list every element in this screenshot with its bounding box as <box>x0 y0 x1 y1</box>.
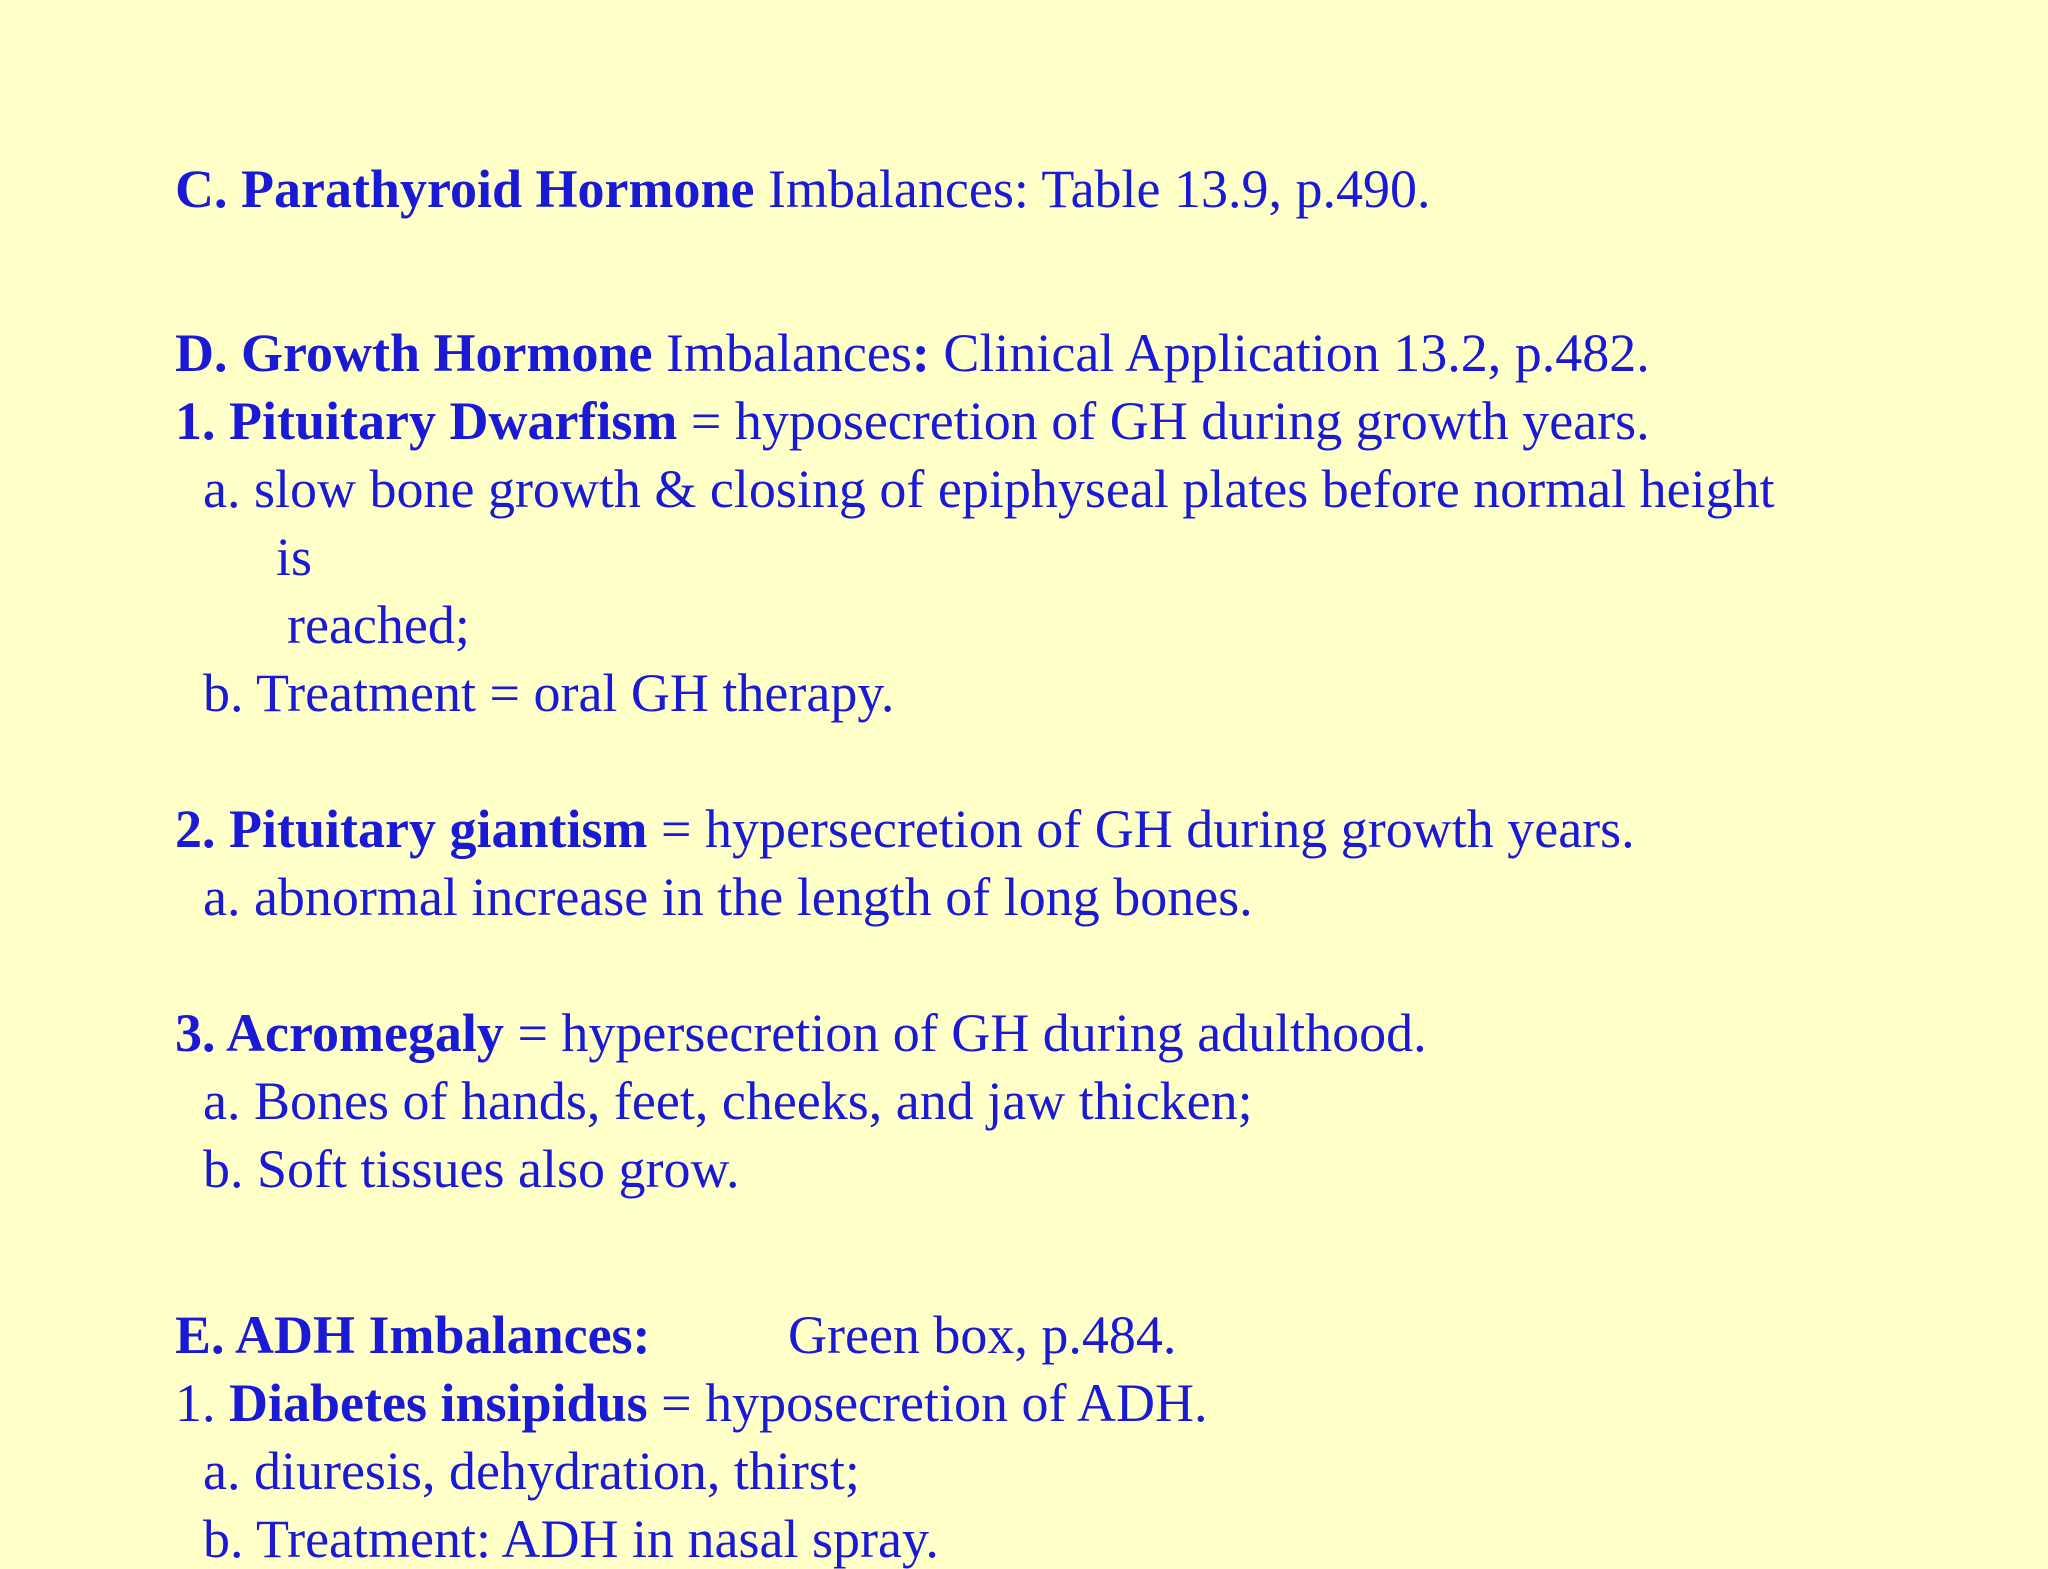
acromegaly-point-a: a. Bones of hands, feet, cheeks, and jaw thicken; <box>203 1071 1253 1131</box>
section-e-title: E. ADH Imbalances: <box>175 1305 651 1365</box>
acromegaly-point-b: b. Soft tissues also grow. <box>203 1139 740 1199</box>
dwarfism-term: 1. Pituitary Dwarfism <box>175 391 678 451</box>
diabetes-insipidus-point-a: a. diuresis, dehydration, thirst; <box>203 1441 860 1501</box>
section-e-reference: Green box, p.484. <box>788 1305 1177 1365</box>
section-d-title: D. Growth Hormone <box>175 323 653 383</box>
section-c-title: C. Parathyroid Hormone <box>175 159 755 219</box>
giantism-definition: = hypersecretion of GH during growth years. <box>647 799 1635 859</box>
section-d-heading <box>175 323 1650 383</box>
giantism-point-a: a. abnormal increase in the length of long bones. <box>203 867 1253 927</box>
section-e-heading <box>175 1305 651 1365</box>
dwarfism-item <box>175 391 1650 451</box>
dwarfism-point-a-continued: is <box>276 527 313 587</box>
acromegaly-item <box>175 1003 1427 1063</box>
acromegaly-term: 3. Acromegaly <box>175 1003 504 1063</box>
section-c-reference: Imbalances: Table 13.9, p.490. <box>754 159 1431 219</box>
diabetes-insipidus-point-b: b. Treatment: ADH in nasal spray. <box>203 1509 939 1569</box>
section-d-colon: : <box>911 323 930 383</box>
dwarfism-point-a: a. slow bone growth & closing of epiphyseal plates before normal height <box>203 459 1775 519</box>
dwarfism-point-b: b. Treatment = oral GH therapy. <box>203 663 895 723</box>
diabetes-insipidus-definition: = hyposecretion of ADH. <box>647 1373 1208 1433</box>
acromegaly-definition: = hypersecretion of GH during adulthood. <box>503 1003 1427 1063</box>
dwarfism-point-a-end: reached; <box>287 595 470 655</box>
giantism-term: 2. Pituitary giantism <box>175 799 648 859</box>
diabetes-insipidus-number: 1. <box>175 1373 229 1433</box>
giantism-item <box>175 799 1635 859</box>
section-d-reference: Clinical Application 13.2, p.482. <box>929 323 1650 383</box>
section-d-imbalances: Imbalances <box>652 323 912 383</box>
section-c-heading <box>175 159 1431 219</box>
diabetes-insipidus-term: Diabetes insipidus <box>229 1373 648 1433</box>
diabetes-insipidus-item <box>175 1373 1208 1433</box>
dwarfism-definition: = hyposecretion of GH during growth years. <box>677 391 1650 451</box>
